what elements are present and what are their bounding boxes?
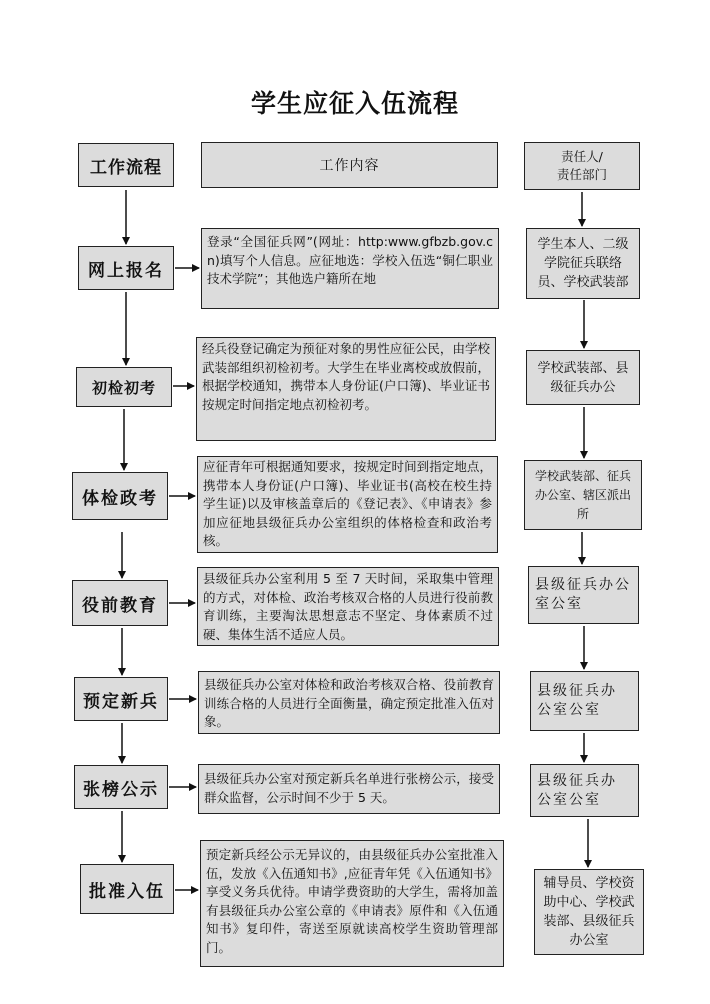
page-title: 学生应征入伍流程 xyxy=(250,89,459,118)
responsible-text: 县级征兵办公室公室 xyxy=(535,577,631,612)
content-box-pre-select-recruits: 县级征兵办公室对体检和政治考核双合格、役前教育训练合格的人员进行全面衡量，确定预定批准入伍对象。 xyxy=(198,671,500,734)
content-box-pre-service-education: 县级征兵办公室利用 5 至 7 天时间，采取集中管理的方式，对体检、政治考核双合格的人员进行役前教育训练，主要淘汰思想意志不坚定、身体素质不过硬、集体生活不适应人员。 xyxy=(197,567,499,646)
header-responsible-line1: 责任人/ xyxy=(561,149,603,164)
responsible-text: 辅导员、学校资助中心、学校武装部、县级征兵办公室 xyxy=(543,876,635,948)
content-box-physical-political-exam: 应征青年可根据通知要求，按规定时间到指定地点，携带本人身份证(户口簿)、毕业证书(高校在校生持学生证)以及审核盖章后的《登记表》、《申请表》参加应征地县级征兵办公室组织的体格检查和政治考核。 xyxy=(197,456,498,553)
responsible-text: 学校武装部、县级征兵办公 xyxy=(537,360,629,395)
content-box-public-notice: 县级征兵办公室对预定新兵名单进行张榜公示，接受群众监督，公示时间不少于 5 天。 xyxy=(198,764,500,814)
step-label: 预定新兵 xyxy=(83,691,159,712)
header-responsible-line2: 责任部门 xyxy=(556,167,607,182)
responsible-text: 学生本人、二级学院征兵联络员、学校武装部 xyxy=(537,237,629,290)
step-label: 役前教育 xyxy=(82,595,158,616)
step-label: 初检初考 xyxy=(91,378,156,397)
content-box-registration: 登录“全国征兵网”(网址：http:www.gfbzb.gov.cn)填写个人信息。应征地选：学校入伍选“铜仁职业技术学院”；其他选户籍所在地 xyxy=(201,228,499,309)
step-label: 网上报名 xyxy=(88,260,164,281)
step-label: 张榜公示 xyxy=(83,779,159,800)
header-content-label: 工作内容 xyxy=(319,158,380,174)
content-box-approve-enlistment: 预定新兵经公示无异议的，由县级征兵办公室批准入伍，发放《入伍通知书》,应征青年凭《入伍通知书》享受义务兵优待。申请学费资助的大学生，需将加盖有县级征兵办公室公章的《申请表》原件和《入伍通知书》复印件，寄送至原就读高校学生资助管理部门。 xyxy=(200,840,504,967)
step-label: 体检政考 xyxy=(82,488,158,509)
responsible-text: 县级征兵办公室公室 xyxy=(537,772,617,808)
step-label: 批准入伍 xyxy=(89,881,165,902)
responsible-text: 县级征兵办公室公室 xyxy=(537,683,617,718)
responsible-text: 学校武装部、征兵办公室、辖区派出所 xyxy=(534,468,631,521)
header-flow-label: 工作流程 xyxy=(90,157,162,178)
content-box-preliminary-check: 经兵役登记确定为预征对象的男性应征公民，由学校武装部组织初检初考。大学生在毕业离校或放假前，根据学校通知，携带本人身份证(户口簿)、毕业证书按规定时间指定地点初检初考。 xyxy=(196,337,496,441)
